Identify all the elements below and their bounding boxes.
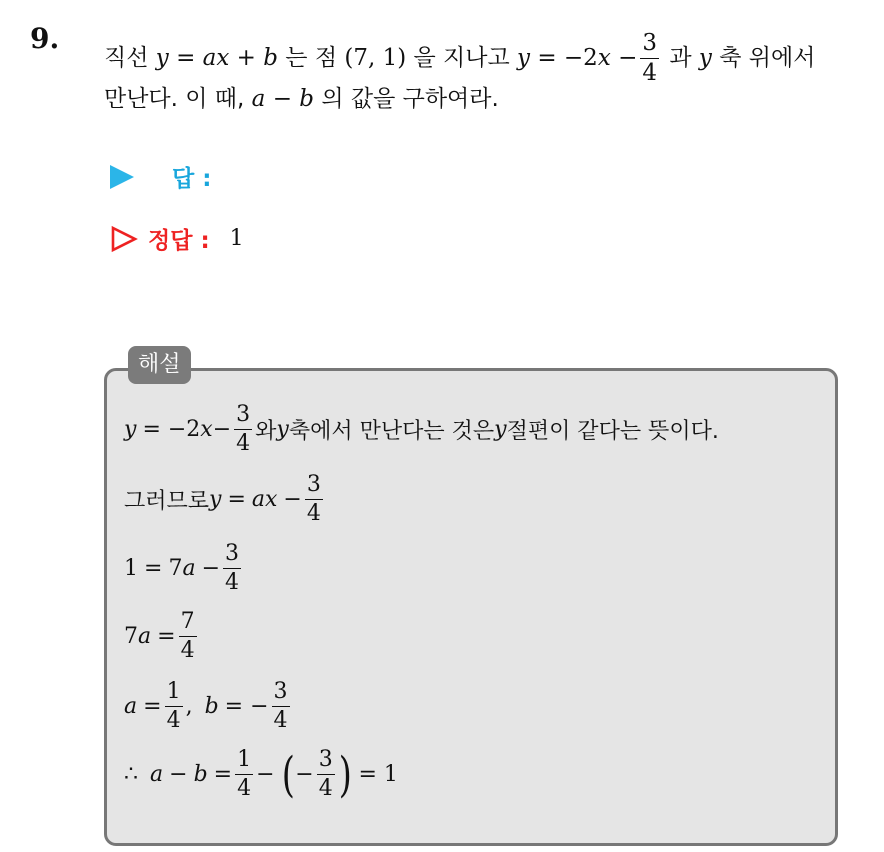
solution-text: 절편이 같다는 뜻이다.: [506, 419, 719, 444]
correct-answer-row: [110, 222, 244, 255]
filled-triangle-icon: [110, 165, 134, 189]
question-text: 축 위에서: [711, 45, 816, 71]
solution-line-5: a = $\frac{1}{4}$ , b = − $\frac{3}{4}$: [124, 679, 288, 733]
solution-tab: 해설: [128, 346, 191, 384]
question-text: 과: [662, 45, 699, 71]
solution-line-4: 7 a = $\frac{7}{4}$: [124, 609, 195, 663]
fraction-3-4: $\frac{3}{4}$: [642, 30, 658, 86]
solution-text: 축에서 만난다는 것은: [288, 419, 495, 444]
question-text: 의 값을 구하여라.: [314, 86, 499, 112]
solution-line-1: y = −2 x − $\frac{3}{4}$ 와 y 축에서 만난다는 것은 y 절편이 같다는 뜻이다.: [124, 402, 719, 456]
answer-row: [110, 160, 211, 193]
solution-text: 와: [255, 419, 277, 444]
question-line-1: 직선 y = ax + b 는 점 (7, 1) 을 지나고 y = −2x − $\frac{3}{4}$ 과 y 축 위에서: [104, 30, 816, 86]
answer-label: 답 :: [172, 166, 212, 192]
question-line-2: 만난다. 이 때, a − b 의 값을 구하여라.: [104, 86, 499, 112]
question-text: 직선: [104, 45, 156, 71]
question-text: 는 점: [277, 45, 345, 71]
question-text: 을 지나고: [406, 45, 518, 71]
solution-line-2: 그러므로 y = ax − $\frac{3}{4}$: [124, 472, 321, 526]
correct-answer-label: 정답 :: [148, 228, 210, 254]
correct-answer-value: 1: [229, 226, 244, 251]
question-text: 만난다. 이 때,: [104, 86, 252, 112]
solution-text: 그러므로: [124, 489, 210, 514]
solution-line-6: ∴ a − b = $\frac{1}{4}$ − ( − $\frac{3}{4}$ ) = 1: [124, 746, 398, 803]
point-coordinates: (7, 1): [344, 45, 407, 71]
solution-line-3: 1 = 7 a − $\frac{3}{4}$: [124, 541, 239, 595]
outline-triangle-icon: [110, 225, 138, 253]
question-number: 9.: [30, 22, 60, 55]
